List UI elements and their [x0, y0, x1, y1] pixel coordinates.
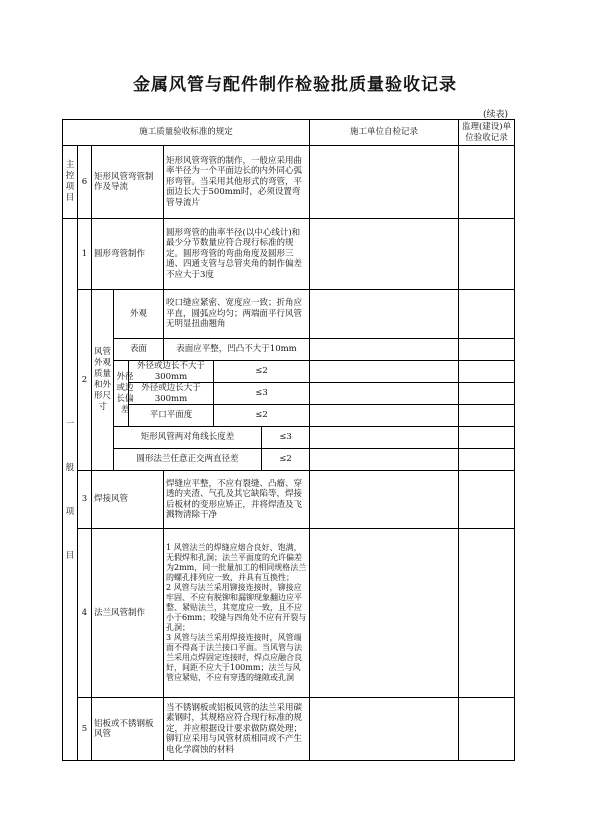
- group-general: 一般项目: [63, 219, 78, 761]
- flange-diameter-label: 圆形法兰任意正交两直径差: [114, 449, 262, 471]
- flange-diameter-value: ≤2: [262, 449, 310, 471]
- item-name: 圆形弯管制作: [92, 219, 164, 290]
- supervisor-record[interactable]: [459, 529, 515, 698]
- table-row: [63, 449, 515, 471]
- supervisor-record[interactable]: [459, 471, 515, 529]
- supervisor-record[interactable]: [459, 383, 515, 405]
- surface-standard: 表面应平整，凹凸不大于10mm: [164, 339, 310, 361]
- contractor-record[interactable]: [310, 471, 459, 529]
- supervisor-record[interactable]: [459, 449, 515, 471]
- table-row: [63, 427, 515, 449]
- diagonal-value: ≤3: [262, 427, 310, 449]
- table-row: [63, 339, 515, 361]
- appearance-standard: 咬口缝应紧密、宽度应一致；折角应平直，圆弧应均匀；两端面平行风管无明显扭曲翘角: [164, 290, 310, 339]
- contractor-grid[interactable]: [310, 427, 459, 449]
- contractor-grid[interactable]: [310, 361, 459, 383]
- item-standard: 矩形风管弯管的制作，一般应采用曲率半径为一个平面边长的内外同心弧形弯管。当采用其他形式的弯管，平面边长大于500mm时，必须设置弯管导流片: [164, 146, 310, 219]
- item-no: 6: [78, 146, 92, 219]
- item-no: 4: [78, 529, 92, 698]
- supervisor-record[interactable]: [459, 219, 515, 290]
- contractor-grid[interactable]: [310, 405, 459, 427]
- item-no: 1: [78, 219, 92, 290]
- supervisor-record[interactable]: [459, 361, 515, 383]
- header-contractor: 施工单位自检记录: [310, 120, 459, 146]
- contractor-grid[interactable]: [310, 339, 459, 361]
- surface-label: 表面: [114, 339, 164, 361]
- contractor-record[interactable]: [310, 529, 459, 698]
- item-name: 焊接风管: [92, 471, 164, 529]
- supervisor-record[interactable]: [459, 427, 515, 449]
- flatness-value: ≤2: [214, 405, 310, 427]
- supervisor-record[interactable]: [459, 146, 515, 219]
- contractor-grid[interactable]: [310, 449, 459, 471]
- continued-label: (续表): [482, 110, 508, 120]
- outer-gt300-value: ≤3: [214, 383, 310, 405]
- diagonal-label: 矩形风管两对角线长度差: [114, 427, 262, 449]
- inspection-table: [62, 119, 515, 761]
- outer-le300-label: 外径或边长不大于300mm: [129, 361, 214, 383]
- item-name: 矩形风管弯管制作及导流: [92, 146, 164, 219]
- item-standard: 焊缝应平整，不应有裂缝、凸瘤、穿透的夹渣、气孔及其它缺陷等，焊接后板材的变形应矫正，并将焊渣及飞溅物清除干净: [164, 471, 310, 529]
- item-standard: 1 风管法兰的焊缝应熔合良好、饱满，无假焊和孔洞；法兰平面度的允许偏差为2mm，同一批量加工的相同规格法兰的螺孔排列应一致，并具有互换性； 2 风管与法兰采用铆接连接时，铆接应牢固、不应有脱铆和漏铆现象翻边应平整、紧贴法兰，其宽度应一致，且不应小于6mm；咬缝与四角处不应有开裂与孔洞； 3 风管与法兰采用焊接连接时，风管端面不得高于法兰接口平面。当风管与法兰采用点焊固定连接时，焊点应融合良好，间距不应大于100mm；法兰与风管应紧贴，不应有穿透的缝隙或孔洞: [164, 529, 310, 698]
- supervisor-record[interactable]: [459, 290, 515, 339]
- page-title: 金属风管与配件制作检验批质量验收记录: [133, 75, 457, 95]
- group-main-control: 主控项目: [63, 146, 78, 219]
- header-supervisor: 监理(建设)单位验收记录: [459, 120, 515, 146]
- table-row: [63, 529, 515, 698]
- table-row: [63, 146, 515, 219]
- outer-gt300-label: 外径或边长大于300mm: [129, 383, 214, 405]
- item-no: 5: [78, 698, 92, 761]
- contractor-record[interactable]: [310, 698, 459, 761]
- outer-deviation-label: 外径或边长偏差: [114, 361, 129, 427]
- table-row: [63, 219, 515, 290]
- item-standard: 当不锈钢板或铝板风管的法兰采用碳素钢时，其规格应符合现行标准的规定，并应根据设计要求做防腐处理；铆钉应采用与风管材质相同或不产生电化学腐蚀的材料: [164, 698, 310, 761]
- supervisor-record[interactable]: [459, 698, 515, 761]
- contractor-grid[interactable]: [310, 383, 459, 405]
- supervisor-record[interactable]: [459, 339, 515, 361]
- outer-le300-value: ≤2: [214, 361, 310, 383]
- supervisor-record[interactable]: [459, 405, 515, 427]
- header-standard: 施工质量验收标准的规定: [63, 120, 310, 146]
- contractor-record[interactable]: [310, 146, 459, 219]
- appearance-label: 外观: [114, 290, 164, 339]
- table-header-row: [63, 120, 515, 146]
- item-name: 法兰风管制作: [92, 529, 164, 698]
- item-no: 2: [78, 290, 92, 471]
- item-name: 风管外观质量和外形尺寸: [92, 290, 114, 471]
- item-name: 铝板或不锈钢板风管: [92, 698, 164, 761]
- contractor-record[interactable]: [310, 219, 459, 290]
- table-row: [63, 471, 515, 529]
- flatness-label: 平口平面度: [129, 405, 214, 427]
- item-standard: 圆形弯管的曲率半径(以中心线计)和最少分节数量应符合现行标准的规定。圆形弯管的弯曲角度及圆形三通、四通支管与总管夹角的制作偏差不应大于3度: [164, 219, 310, 290]
- item-no: 3: [78, 471, 92, 529]
- table-row: [63, 290, 515, 339]
- table-row: [63, 698, 515, 761]
- table-row: [63, 361, 515, 383]
- contractor-record[interactable]: [310, 290, 459, 339]
